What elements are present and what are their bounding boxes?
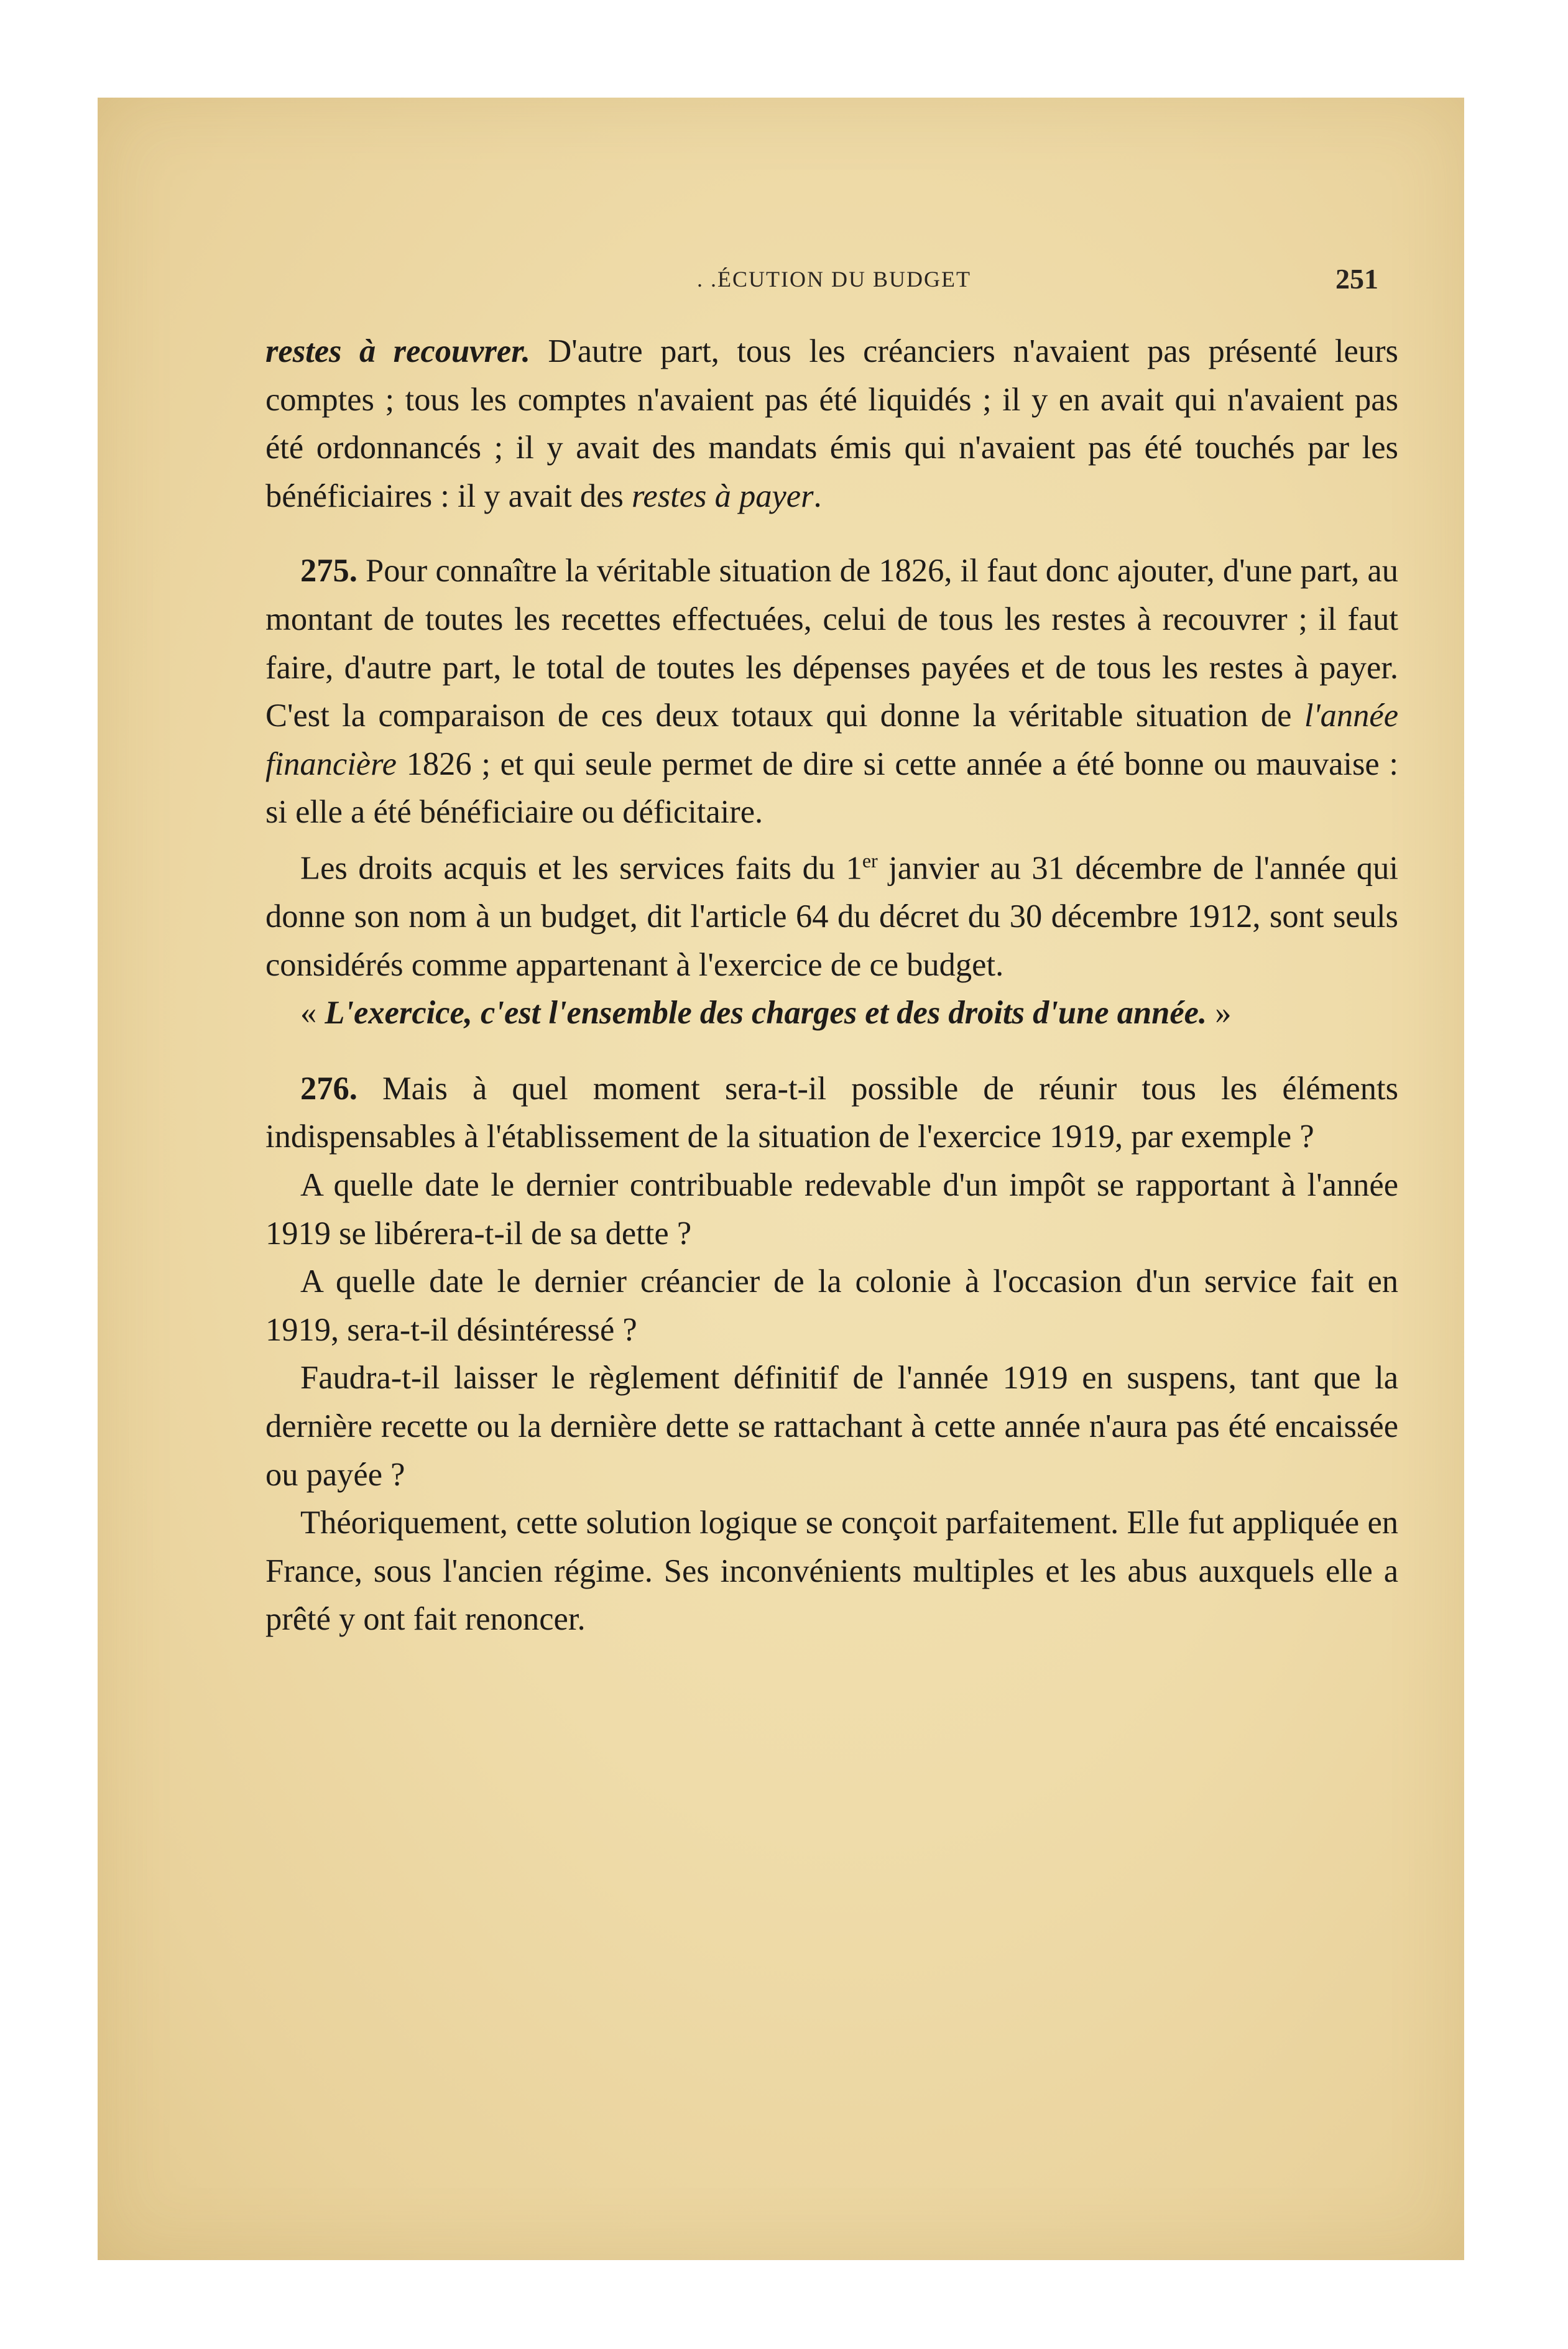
paragraph-text: 1826 ; et qui seule permet de dire si cette année a été bonne ou mauvaise : si elle a été bénéficiaire ou déficitaire.: [265, 745, 1398, 831]
paragraph: Théoriquement, cette solution logique se conçoit parfaitement. Elle fut appliquée en France, sous l'ancien régime. Ses inconvénients multiples et les abus auxquels elle a prêté y ont fait renoncer.: [265, 1505, 1398, 1638]
section-number: 275.: [300, 553, 357, 589]
paragraph-275: [265, 547, 1398, 837]
paragraph-text: D'autre part, tous les créanciers n'avaient pas présenté leurs comptes ; tous les comptes n'avaient pas été liquidés ; il y en avait qui n'avaient pas été ordonnancés ; il y avait des mandats émis qui n'avaient pas été touchés par les bénéficiaires : il y avait des: [265, 333, 1398, 514]
paragraph-text: Les droits acquis et les services faits du 1: [300, 850, 862, 887]
body-text: [265, 328, 1398, 1644]
superscript: er: [862, 849, 878, 872]
book-page: [98, 98, 1464, 2260]
quotation: [265, 989, 1398, 1038]
paragraph: [265, 328, 1398, 520]
italic-phrase: l'année financière: [265, 698, 1398, 782]
page-number: 251: [1335, 263, 1378, 295]
running-title: . .ÉCUTION DU BUDGET: [697, 267, 971, 292]
paragraph: Faudra-t-il laisser le règlement définitif de l'année 1919 en suspens, tant que la dernière recette ou la dernière dette se rattachant à cette année n'aura pas été encaissée ou payée ?: [265, 1360, 1398, 1493]
paragraph: A quelle date le dernier créancier de la colonie à l'occasion d'un service fait en 1919, sera-t-il désintéressé ?: [265, 1263, 1398, 1348]
quote-open: «: [300, 995, 325, 1031]
section-number: 276.: [300, 1070, 357, 1107]
paragraph: A quelle date le dernier contribuable redevable d'un impôt se rapportant à l'année 1919 se libérera-t-il de sa dette ?: [265, 1167, 1398, 1252]
italic-phrase: restes à recouvrer.: [265, 333, 530, 369]
paragraph-text: Mais à quel moment sera-t-il possible de réunir tous les éléments indispensables à l'établissement de la situation de l'exercice 1919, par exemple ?: [265, 1070, 1398, 1155]
paragraph-text: .: [813, 478, 822, 514]
paragraph: [265, 837, 1398, 989]
paragraph-276: [265, 1065, 1398, 1161]
paragraph-text: Pour connaître la véritable situation de 1826, il faut donc ajouter, d'une part, au montant de toutes les recettes effectuées, celui de tous les restes à recouvrer ; il faut faire, d'autre part, le total de toutes les dépenses payées et de tous les restes à payer. C'est la comparaison de ces deux totaux qui donne la véritable situation de: [265, 553, 1398, 734]
quote-close: »: [1207, 995, 1232, 1031]
italic-phrase: restes à payer: [631, 478, 814, 514]
paragraph-text: janvier au 31 décembre de l'année qui donne son nom à un budget, dit l'article 64 du décret du 30 décembre 1912, sont seuls considérés comme appartenant à l'exercice de ce budget.: [265, 850, 1398, 983]
quote-text: L'exercice, c'est l'ensemble des charges et des droits d'une année.: [325, 995, 1207, 1031]
page-header: [259, 261, 1378, 304]
